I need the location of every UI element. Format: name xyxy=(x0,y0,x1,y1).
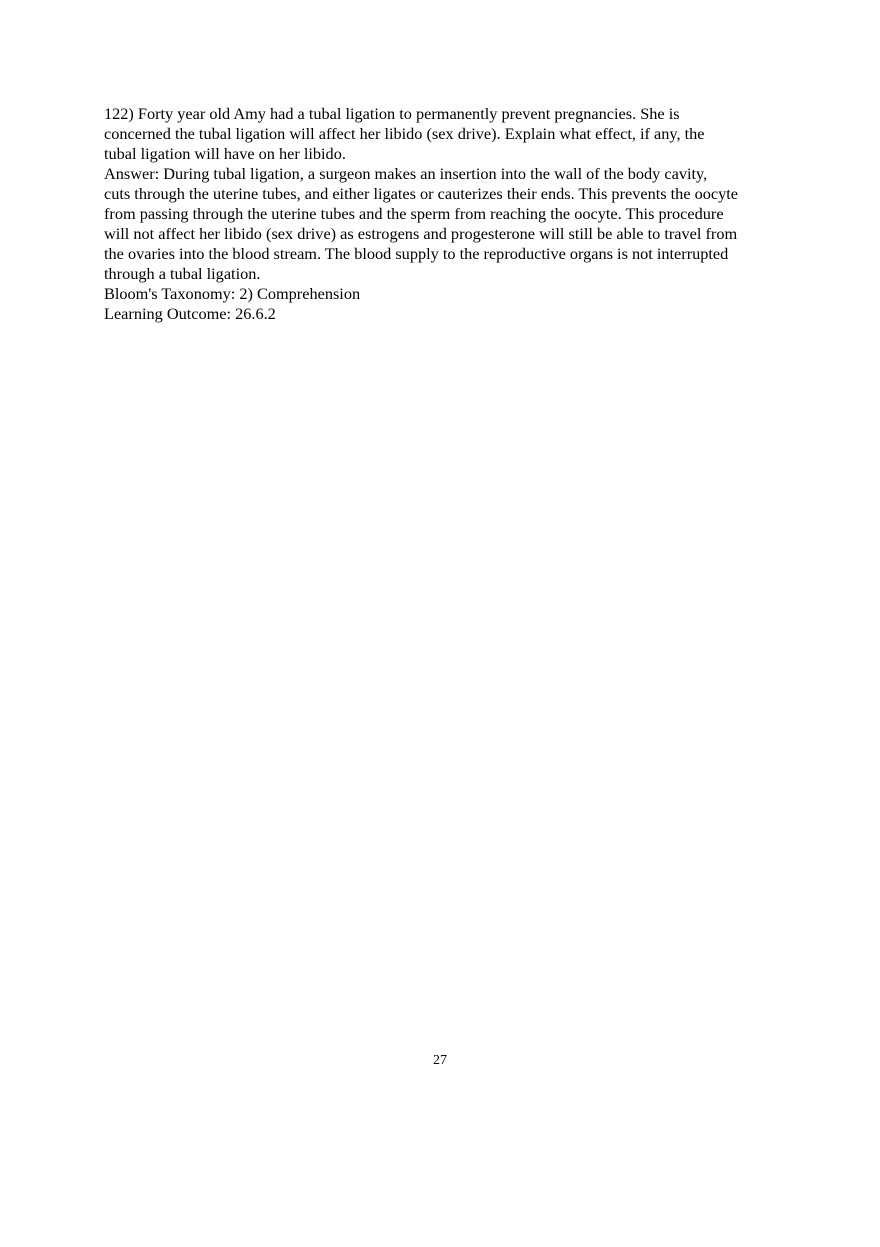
answer-text-line: from passing through the uterine tubes and the sperm from reaching the oocyte. This procedure xyxy=(104,204,724,223)
answer-text-line: will not affect her libido (sex drive) as estrogens and progesterone will still be able to travel from xyxy=(104,224,738,243)
question-text-line: concerned the tubal ligation will affect her libido (sex drive). Explain what effect, if any, the xyxy=(104,124,705,143)
answer-text-line: cuts through the uterine tubes, and either ligates or cauterizes their ends. This prevents the oocyte xyxy=(104,184,739,203)
blooms-taxonomy: Bloom's Taxonomy: 2) Comprehension xyxy=(104,284,361,303)
answer-text-line: through a tubal ligation. xyxy=(104,264,261,283)
page-number: 27 xyxy=(433,1053,447,1068)
question-text-line: tubal ligation will have on her libido. xyxy=(104,144,346,163)
answer-text-line: Answer: During tubal ligation, a surgeon makes an insertion into the wall of the body cavity, xyxy=(104,164,708,183)
answer-text-line: the ovaries into the blood stream. The blood supply to the reproductive organs is not interrupted xyxy=(104,244,729,263)
question-block xyxy=(104,104,784,324)
learning-outcome: Learning Outcome: 26.6.2 xyxy=(104,304,276,323)
question-text-line: 122) Forty year old Amy had a tubal ligation to permanently prevent pregnancies. She is xyxy=(104,104,680,123)
